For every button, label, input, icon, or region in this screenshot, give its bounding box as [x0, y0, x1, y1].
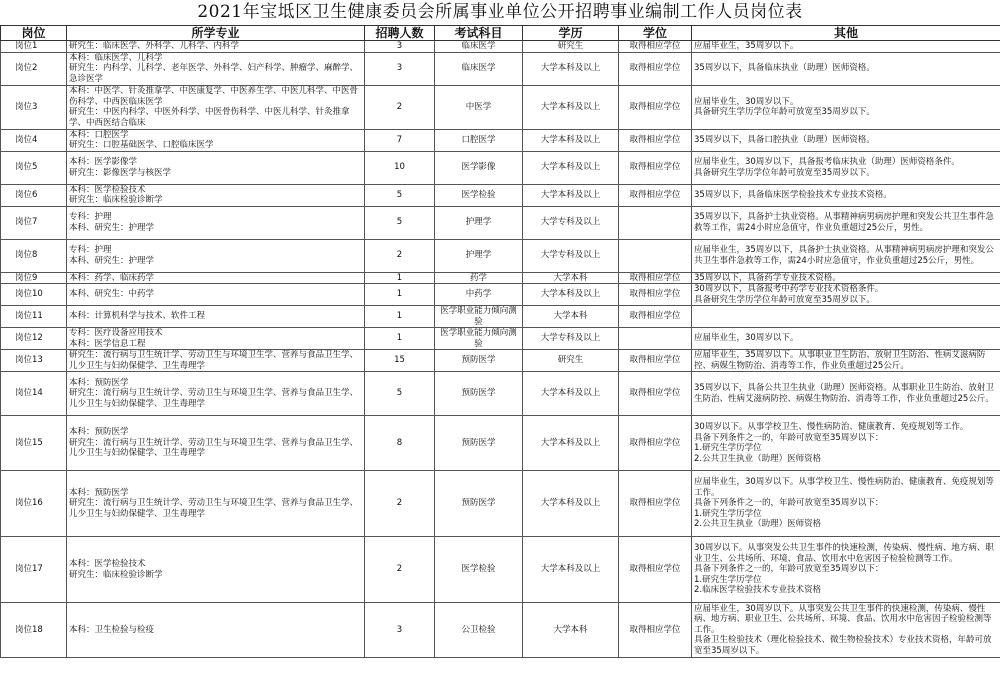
cell-major: 本科：医学检验技术 研究生：临床检验诊断学	[67, 537, 365, 603]
table-row	[1, 52, 1000, 85]
cell-major: 专科：护理 本科、研究生：护理学	[67, 206, 365, 239]
cell-degree: 取得相应学位	[619, 284, 692, 306]
cell-major: 专科：护理 本科、研究生：护理学	[67, 239, 365, 272]
table-row	[1, 85, 1000, 129]
header-other: 其他	[692, 26, 1000, 41]
cell-subject: 药学	[435, 272, 523, 284]
cell-subject: 护理学	[435, 239, 523, 272]
cell-post: 岗位8	[1, 239, 67, 272]
cell-subject: 预防医学	[435, 372, 523, 416]
cell-education: 大学专科及以上	[523, 206, 619, 239]
cell-post: 岗位5	[1, 151, 67, 184]
table-row	[1, 372, 1000, 416]
table-row	[1, 41, 1000, 53]
cell-other: 应届毕业生，35周岁以下。从事职业卫生防治、放射卫生防治、性病艾滋病防控、病媒生物防治、消毒等工作，作业负重超过25公斤。	[692, 350, 1000, 372]
cell-education: 大学本科及以上	[523, 284, 619, 306]
cell-subject: 口腔医学	[435, 129, 523, 151]
table-header-row	[1, 26, 1000, 41]
cell-degree: 取得相应学位	[619, 129, 692, 151]
cell-major: 本科：药学、临床药学	[67, 272, 365, 284]
cell-subject: 护理学	[435, 206, 523, 239]
cell-post: 岗位17	[1, 537, 67, 603]
cell-post: 岗位16	[1, 471, 67, 537]
header-subject: 考试科目	[435, 26, 523, 41]
cell-major: 本科：医学影像学 研究生：影像医学与核医学	[67, 151, 365, 184]
header-major: 所学专业	[67, 26, 365, 41]
cell-subject: 临床医学	[435, 41, 523, 53]
cell-degree	[619, 206, 692, 239]
cell-degree: 取得相应学位	[619, 52, 692, 85]
cell-major: 本科：医学检验技术 研究生：临床检验诊断学	[67, 184, 365, 206]
cell-subject: 医学职业能力倾向测验	[435, 328, 523, 350]
cell-count: 2	[365, 471, 435, 537]
cell-major: 本科：计算机科学与技术、软件工程	[67, 306, 365, 328]
table-row	[1, 350, 1000, 372]
table-row	[1, 129, 1000, 151]
cell-degree: 取得相应学位	[619, 416, 692, 471]
cell-education: 研究生	[523, 41, 619, 53]
cell-other: 30周岁以下。从事突发公共卫生事件的快速检测，传染病、慢性病、地方病、职业卫生、公共场所、环境、食品、饮用水中危害因子检验检测等工作。 具备下列条件之一的，年龄可放宽至35周岁以下： 1.研究生学历学位 2.临床医学检验技术专业技术资格	[692, 537, 1000, 603]
header-post: 岗位	[1, 26, 67, 41]
cell-post: 岗位3	[1, 85, 67, 129]
cell-other: 35周岁以下，具备公共卫生执业（助理）医师资格。从事职业卫生防治、放射卫生防治、性病艾滋病防控、病媒生物防治、消毒等工作，作业负重超过25公斤。	[692, 372, 1000, 416]
cell-education: 大学本科及以上	[523, 151, 619, 184]
cell-other: 应届毕业生，35周岁以下，具备护士执业资格。从事精神病男病房护理和突发公共卫生事件急救等工作，需24小时应急值守，作业负重超过25公斤，男性。	[692, 239, 1000, 272]
cell-major: 本科：临床医学、儿科学 研究生：内科学、儿科学、老年医学、外科学、妇产科学、肿瘤学、麻醉学、急诊医学	[67, 52, 365, 85]
cell-post: 岗位2	[1, 52, 67, 85]
cell-subject: 中医学	[435, 85, 523, 129]
cell-major: 本科：卫生检验与检疫	[67, 603, 365, 658]
cell-other: 应届毕业生，30周岁以下。从事学校卫生、慢性病防治、健康教育、免疫规划等工作。 具备下列条件之一的，年龄可放宽至35周岁以下： 1.研究生学历学位 2.公共卫生执业（助理）医师资格	[692, 471, 1000, 537]
cell-degree: 取得相应学位	[619, 537, 692, 603]
cell-other: 应届毕业生，35周岁以下。	[692, 41, 1000, 53]
cell-subject: 医学检验	[435, 184, 523, 206]
table-row	[1, 471, 1000, 537]
cell-post: 岗位7	[1, 206, 67, 239]
table-row	[1, 603, 1000, 658]
cell-count: 15	[365, 350, 435, 372]
cell-other: 35周岁以下，具备临床执业（助理）医师资格。	[692, 52, 1000, 85]
cell-count: 5	[365, 206, 435, 239]
cell-post: 岗位14	[1, 372, 67, 416]
cell-post: 岗位1	[1, 41, 67, 53]
table-row	[1, 151, 1000, 184]
table-row	[1, 272, 1000, 284]
cell-major: 本科：中医学、针灸推拿学、中医康复学、中医养生学、中医儿科学、中医骨伤科学、中西医临床医学 研究生：中医内科学、中医外科学、中医骨伤科学、中医儿科学、针灸推拿学、中西医结合临床	[67, 85, 365, 129]
cell-other	[692, 306, 1000, 328]
cell-subject: 医学影像	[435, 151, 523, 184]
cell-post: 岗位9	[1, 272, 67, 284]
cell-count: 1	[365, 272, 435, 284]
cell-education: 大学本科及以上	[523, 129, 619, 151]
cell-major: 本科：预防医学 研究生：流行病与卫生统计学、劳动卫生与环境卫生学、营养与食品卫生学、儿少卫生与妇幼保健学、卫生毒理学	[67, 372, 365, 416]
cell-education: 大学本科	[523, 306, 619, 328]
cell-post: 岗位18	[1, 603, 67, 658]
cell-count: 1	[365, 328, 435, 350]
cell-other: 35周岁以下，具备口腔执业（助理）医师资格。	[692, 129, 1000, 151]
cell-post: 岗位15	[1, 416, 67, 471]
cell-degree: 取得相应学位	[619, 272, 692, 284]
cell-post: 岗位11	[1, 306, 67, 328]
cell-degree	[619, 239, 692, 272]
table-body	[1, 41, 1000, 658]
cell-other: 35周岁以下，具备护士执业资格。从事精神病男病房护理和突发公共卫生事件急救等工作，需24小时应急值守，作业负重超过25公斤，男性。	[692, 206, 1000, 239]
cell-post: 岗位12	[1, 328, 67, 350]
cell-degree: 取得相应学位	[619, 85, 692, 129]
cell-subject: 临床医学	[435, 52, 523, 85]
cell-major: 研究生：临床医学、外科学、儿科学、内科学	[67, 41, 365, 53]
cell-major: 本科：预防医学 研究生：流行病与卫生统计学、劳动卫生与环境卫生学、营养与食品卫生学、儿少卫生与妇幼保健学、卫生毒理学	[67, 471, 365, 537]
cell-other: 30周岁以下。从事学校卫生、慢性病防治、健康教育、免疫规划等工作。 具备下列条件之一的，年龄可放宽至35周岁以下： 1.研究生学历学位 2.公共卫生执业（助理）医师资格	[692, 416, 1000, 471]
cell-major: 本科：口腔医学 研究生：口腔基础医学、口腔临床医学	[67, 129, 365, 151]
cell-education: 大学本科及以上	[523, 52, 619, 85]
cell-degree: 取得相应学位	[619, 471, 692, 537]
table-row	[1, 537, 1000, 603]
cell-education: 大学本科及以上	[523, 184, 619, 206]
cell-degree: 取得相应学位	[619, 41, 692, 53]
cell-degree	[619, 328, 692, 350]
table-row	[1, 284, 1000, 306]
cell-post: 岗位13	[1, 350, 67, 372]
cell-count: 7	[365, 129, 435, 151]
cell-post: 岗位10	[1, 284, 67, 306]
table-row	[1, 306, 1000, 328]
cell-other: 应届毕业生，30周岁以下，具备报考临床执业（助理）医师资格条件。 具备研究生学历学位年龄可放宽至35周岁以下。	[692, 151, 1000, 184]
table-row	[1, 416, 1000, 471]
cell-education: 大学本科及以上	[523, 85, 619, 129]
cell-other: 应届毕业生，30周岁以下。 具备研究生学历学位年龄可放宽至35周岁以下。	[692, 85, 1000, 129]
table-row	[1, 328, 1000, 350]
table-row	[1, 184, 1000, 206]
page-title: 2021年宝坻区卫生健康委员会所属事业单位公开招聘事业编制工作人员岗位表	[197, 2, 803, 22]
cell-other: 35周岁以下，具备药学专业技术资格。	[692, 272, 1000, 284]
cell-count: 10	[365, 151, 435, 184]
header-education: 学历	[523, 26, 619, 41]
cell-subject: 预防医学	[435, 471, 523, 537]
cell-education: 大学专科及以上	[523, 239, 619, 272]
cell-degree: 取得相应学位	[619, 151, 692, 184]
cell-education: 大学本科	[523, 603, 619, 658]
cell-subject: 公卫检验	[435, 603, 523, 658]
cell-education: 大学本科及以上	[523, 537, 619, 603]
cell-other: 30周岁以下，具备报考中药学专业技术资格条件。 具备研究生学历学位年龄可放宽至35周岁以下。	[692, 284, 1000, 306]
cell-major: 专科：医疗设备应用技术 本科：医学信息工程	[67, 328, 365, 350]
header-count: 招聘人数	[365, 26, 435, 41]
cell-count: 3	[365, 52, 435, 85]
cell-other: 应届毕业生，30周岁以下。	[692, 328, 1000, 350]
cell-major: 本科、研究生：中药学	[67, 284, 365, 306]
header-degree: 学位	[619, 26, 692, 41]
cell-count: 2	[365, 239, 435, 272]
cell-degree: 取得相应学位	[619, 350, 692, 372]
cell-other: 应届毕业生，30周岁以下。从事突发公共卫生事件的快速检测，传染病、慢性病、地方病、职业卫生、公共场所、环境、食品、饮用水中危害因子检验检测等工作。 具备卫生检验技术（理化检验技术、微生物检验技术）专业技术资格，年龄可放宽至35周岁以下。	[692, 603, 1000, 658]
cell-count: 3	[365, 41, 435, 53]
cell-education: 大学本科及以上	[523, 471, 619, 537]
table-row	[1, 239, 1000, 272]
cell-education: 研究生	[523, 350, 619, 372]
positions-table	[0, 25, 1000, 658]
cell-count: 5	[365, 184, 435, 206]
cell-education: 大学本科	[523, 272, 619, 284]
cell-education: 大学本科及以上	[523, 416, 619, 471]
cell-subject: 医学检验	[435, 537, 523, 603]
cell-count: 1	[365, 306, 435, 328]
cell-degree: 取得相应学位	[619, 372, 692, 416]
cell-count: 2	[365, 85, 435, 129]
cell-post: 岗位4	[1, 129, 67, 151]
cell-post: 岗位6	[1, 184, 67, 206]
cell-count: 3	[365, 603, 435, 658]
cell-subject: 预防医学	[435, 416, 523, 471]
cell-degree: 取得相应学位	[619, 306, 692, 328]
cell-degree: 取得相应学位	[619, 603, 692, 658]
cell-major: 本科：预防医学 研究生：流行病与卫生统计学、劳动卫生与环境卫生学、营养与食品卫生学、儿少卫生与妇幼保健学、卫生毒理学	[67, 416, 365, 471]
cell-education: 大学本科及以上	[523, 372, 619, 416]
table-row	[1, 206, 1000, 239]
cell-count: 5	[365, 372, 435, 416]
cell-degree: 取得相应学位	[619, 184, 692, 206]
cell-other: 35周岁以下，具备临床医学检验技术专业技术资格。	[692, 184, 1000, 206]
cell-count: 2	[365, 537, 435, 603]
cell-major: 研究生：流行病与卫生统计学、劳动卫生与环境卫生学、营养与食品卫生学、儿少卫生与妇幼保健学、卫生毒理学	[67, 350, 365, 372]
cell-subject: 预防医学	[435, 350, 523, 372]
cell-education: 大学专科及以上	[523, 328, 619, 350]
cell-subject: 医学职业能力倾向测验	[435, 306, 523, 328]
cell-count: 8	[365, 416, 435, 471]
cell-count: 1	[365, 284, 435, 306]
cell-subject: 中药学	[435, 284, 523, 306]
